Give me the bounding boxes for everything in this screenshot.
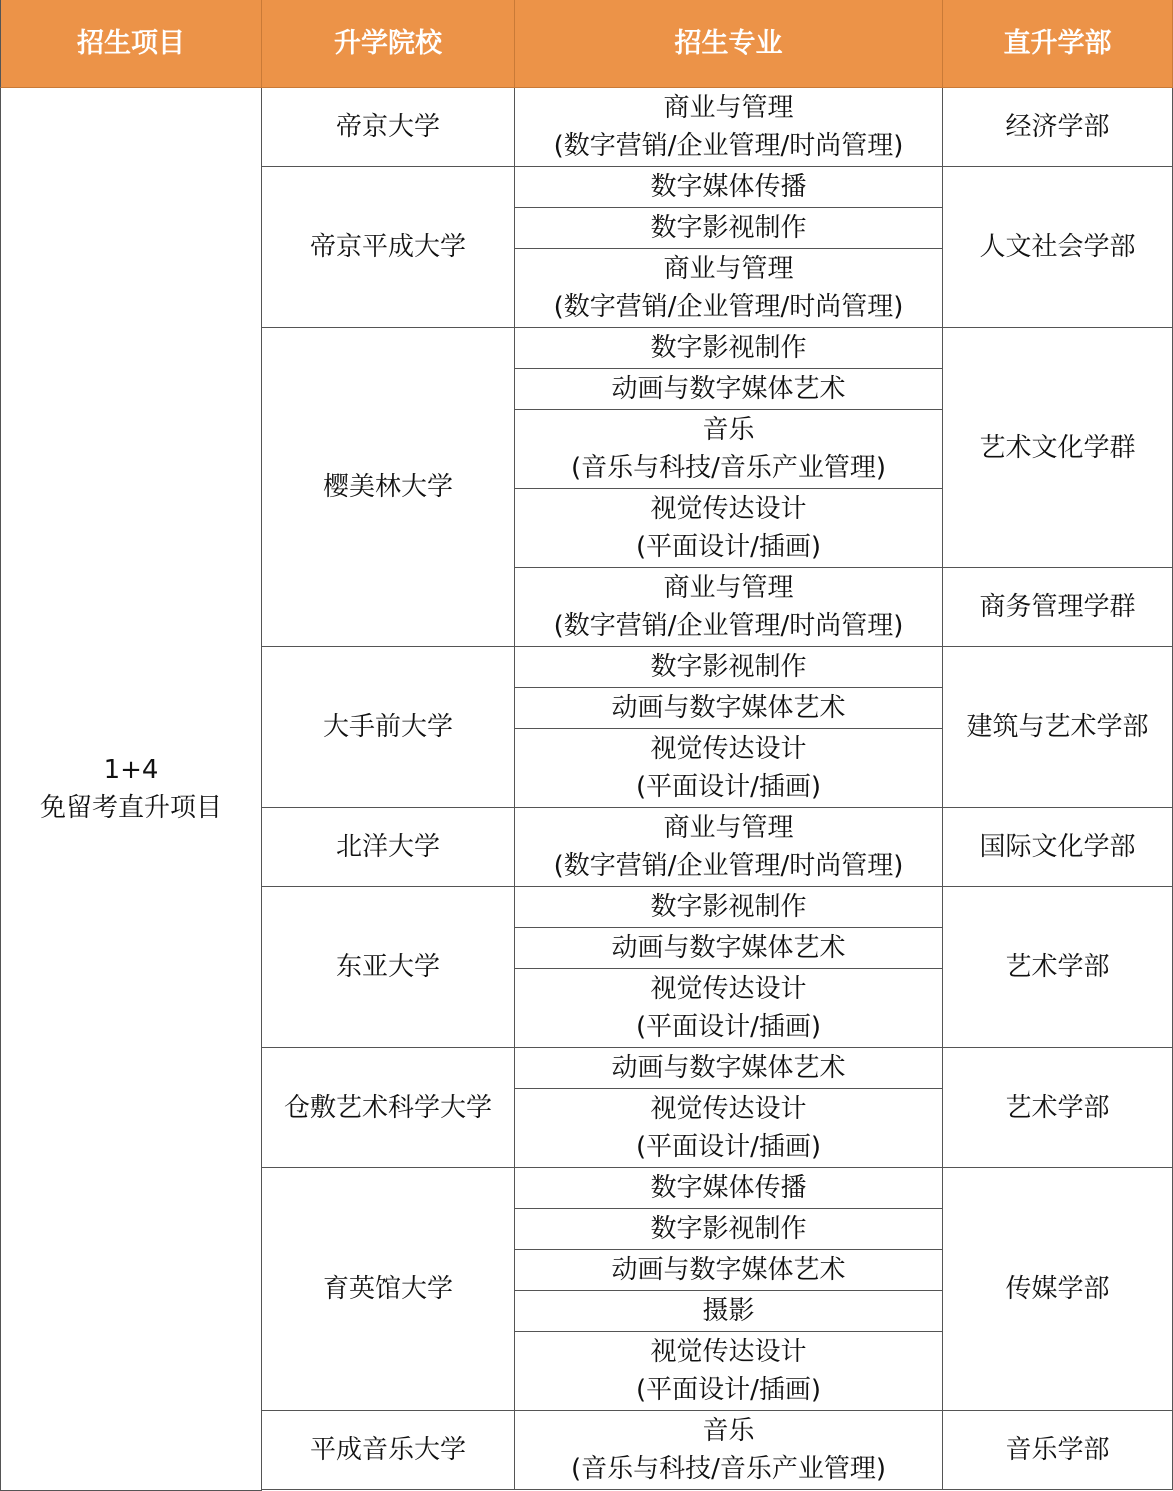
department-cell	[943, 328, 1173, 568]
major-line: 商业与管理	[663, 573, 794, 603]
major-line: 动画与数字媒体艺术	[611, 1255, 846, 1285]
department-name: 人文社会学部	[979, 232, 1136, 262]
major-cell	[515, 1048, 943, 1089]
school-name: 樱美林大学	[322, 472, 453, 502]
school-name: 大手前大学	[322, 712, 453, 742]
major-line: 数字影视制作	[650, 1214, 807, 1244]
major-cell	[515, 249, 943, 328]
column-header	[0, 0, 262, 88]
department-cell	[943, 647, 1173, 808]
major-line: 视觉传达设计	[650, 974, 807, 1004]
major-line: (平面设计/插画)	[635, 772, 822, 802]
department-name: 经济学部	[1005, 112, 1110, 142]
department-name: 传媒学部	[1005, 1274, 1110, 1304]
department-name: 音乐学部	[1005, 1435, 1110, 1465]
major-cell	[515, 410, 943, 489]
school-cell	[262, 647, 515, 808]
school-cell	[262, 88, 515, 167]
department-cell	[943, 167, 1173, 328]
school-name: 东亚大学	[335, 952, 440, 982]
school-cell	[262, 328, 515, 647]
department-cell	[943, 1168, 1173, 1411]
department-name: 建筑与艺术学部	[966, 712, 1149, 742]
major-cell	[515, 688, 943, 729]
major-line: 数字影视制作	[650, 333, 807, 363]
major-line: 动画与数字媒体艺术	[611, 374, 846, 404]
column-header	[262, 0, 515, 88]
school-name: 育英馆大学	[322, 1274, 453, 1304]
column-header-label: 招生专业	[674, 27, 783, 59]
major-line: 视觉传达设计	[650, 1094, 807, 1124]
department-name: 艺术学部	[1005, 1092, 1110, 1123]
school-cell	[262, 1048, 515, 1168]
program-label: 1+4	[103, 755, 159, 785]
major-cell	[515, 729, 943, 808]
column-header-label: 直升学部	[1003, 27, 1112, 59]
major-line: 摄影	[702, 1296, 755, 1326]
major-cell	[515, 1209, 943, 1250]
school-cell	[262, 1168, 515, 1411]
department-cell	[943, 887, 1173, 1048]
major-line: 数字媒体传播	[650, 172, 807, 202]
major-line: 音乐	[702, 415, 755, 445]
major-line: 视觉传达设计	[650, 494, 807, 524]
major-cell	[515, 1089, 943, 1168]
major-line: 音乐	[702, 1416, 755, 1446]
school-cell	[262, 1411, 515, 1490]
major-cell	[515, 167, 943, 208]
department-cell	[943, 808, 1173, 887]
major-cell	[515, 808, 943, 887]
major-cell	[515, 1411, 943, 1490]
major-line: (数字营销/企业管理/时尚管理)	[553, 292, 904, 322]
major-line: (数字营销/企业管理/时尚管理)	[553, 851, 904, 881]
major-line: 商业与管理	[663, 254, 794, 284]
department-name: 商务管理学群	[979, 592, 1136, 622]
major-cell	[515, 647, 943, 688]
major-cell	[515, 328, 943, 369]
major-cell	[515, 1168, 943, 1209]
major-line: (平面设计/插画)	[635, 1132, 822, 1162]
major-cell	[515, 887, 943, 928]
column-header	[943, 0, 1173, 88]
major-line: 数字影视制作	[650, 213, 807, 243]
department-name: 艺术文化学群	[979, 432, 1136, 463]
major-line: 动画与数字媒体艺术	[611, 693, 846, 723]
school-name: 帝京大学	[335, 112, 440, 142]
major-line: 动画与数字媒体艺术	[611, 1053, 846, 1083]
major-cell	[515, 1291, 943, 1332]
major-line: (音乐与科技/音乐产业管理)	[570, 1454, 887, 1484]
major-line: 视觉传达设计	[650, 734, 807, 764]
major-line: (平面设计/插画)	[635, 1012, 822, 1042]
major-line: 数字影视制作	[650, 652, 807, 682]
column-header-label: 升学院校	[334, 27, 442, 59]
school-cell	[262, 887, 515, 1048]
major-cell	[515, 88, 943, 167]
school-name: 仓敷艺术科学大学	[283, 1092, 492, 1123]
school-name: 帝京平成大学	[309, 232, 466, 262]
major-cell	[515, 928, 943, 969]
department-name: 艺术学部	[1005, 952, 1110, 982]
major-line: 商业与管理	[663, 813, 794, 843]
major-line: 数字影视制作	[650, 892, 807, 922]
department-cell	[943, 568, 1173, 647]
major-line: (平面设计/插画)	[635, 532, 822, 562]
major-line: (音乐与科技/音乐产业管理)	[570, 453, 887, 483]
school-cell	[262, 808, 515, 887]
school-name: 北洋大学	[335, 832, 440, 862]
department-cell	[943, 1411, 1173, 1490]
major-line: (平面设计/插画)	[635, 1375, 822, 1405]
major-cell	[515, 568, 943, 647]
major-cell	[515, 1332, 943, 1411]
column-header	[515, 0, 943, 88]
major-cell	[515, 1250, 943, 1291]
major-line: (数字营销/企业管理/时尚管理)	[553, 131, 904, 161]
major-cell	[515, 969, 943, 1048]
department-cell	[943, 88, 1173, 167]
program-cell	[0, 88, 262, 1491]
major-cell	[515, 489, 943, 568]
school-cell	[262, 167, 515, 328]
program-label: 免留考直升项目	[39, 793, 222, 823]
major-line: 视觉传达设计	[650, 1337, 807, 1367]
major-line: (数字营销/企业管理/时尚管理)	[553, 611, 904, 641]
major-cell	[515, 208, 943, 249]
major-line: 商业与管理	[663, 93, 794, 123]
major-cell	[515, 369, 943, 410]
department-cell	[943, 1048, 1173, 1168]
major-line: 数字媒体传播	[650, 1173, 807, 1203]
school-name: 平成音乐大学	[309, 1435, 466, 1465]
major-line: 动画与数字媒体艺术	[611, 933, 846, 963]
column-header-label: 招生项目	[77, 27, 185, 59]
department-name: 国际文化学部	[979, 832, 1136, 862]
